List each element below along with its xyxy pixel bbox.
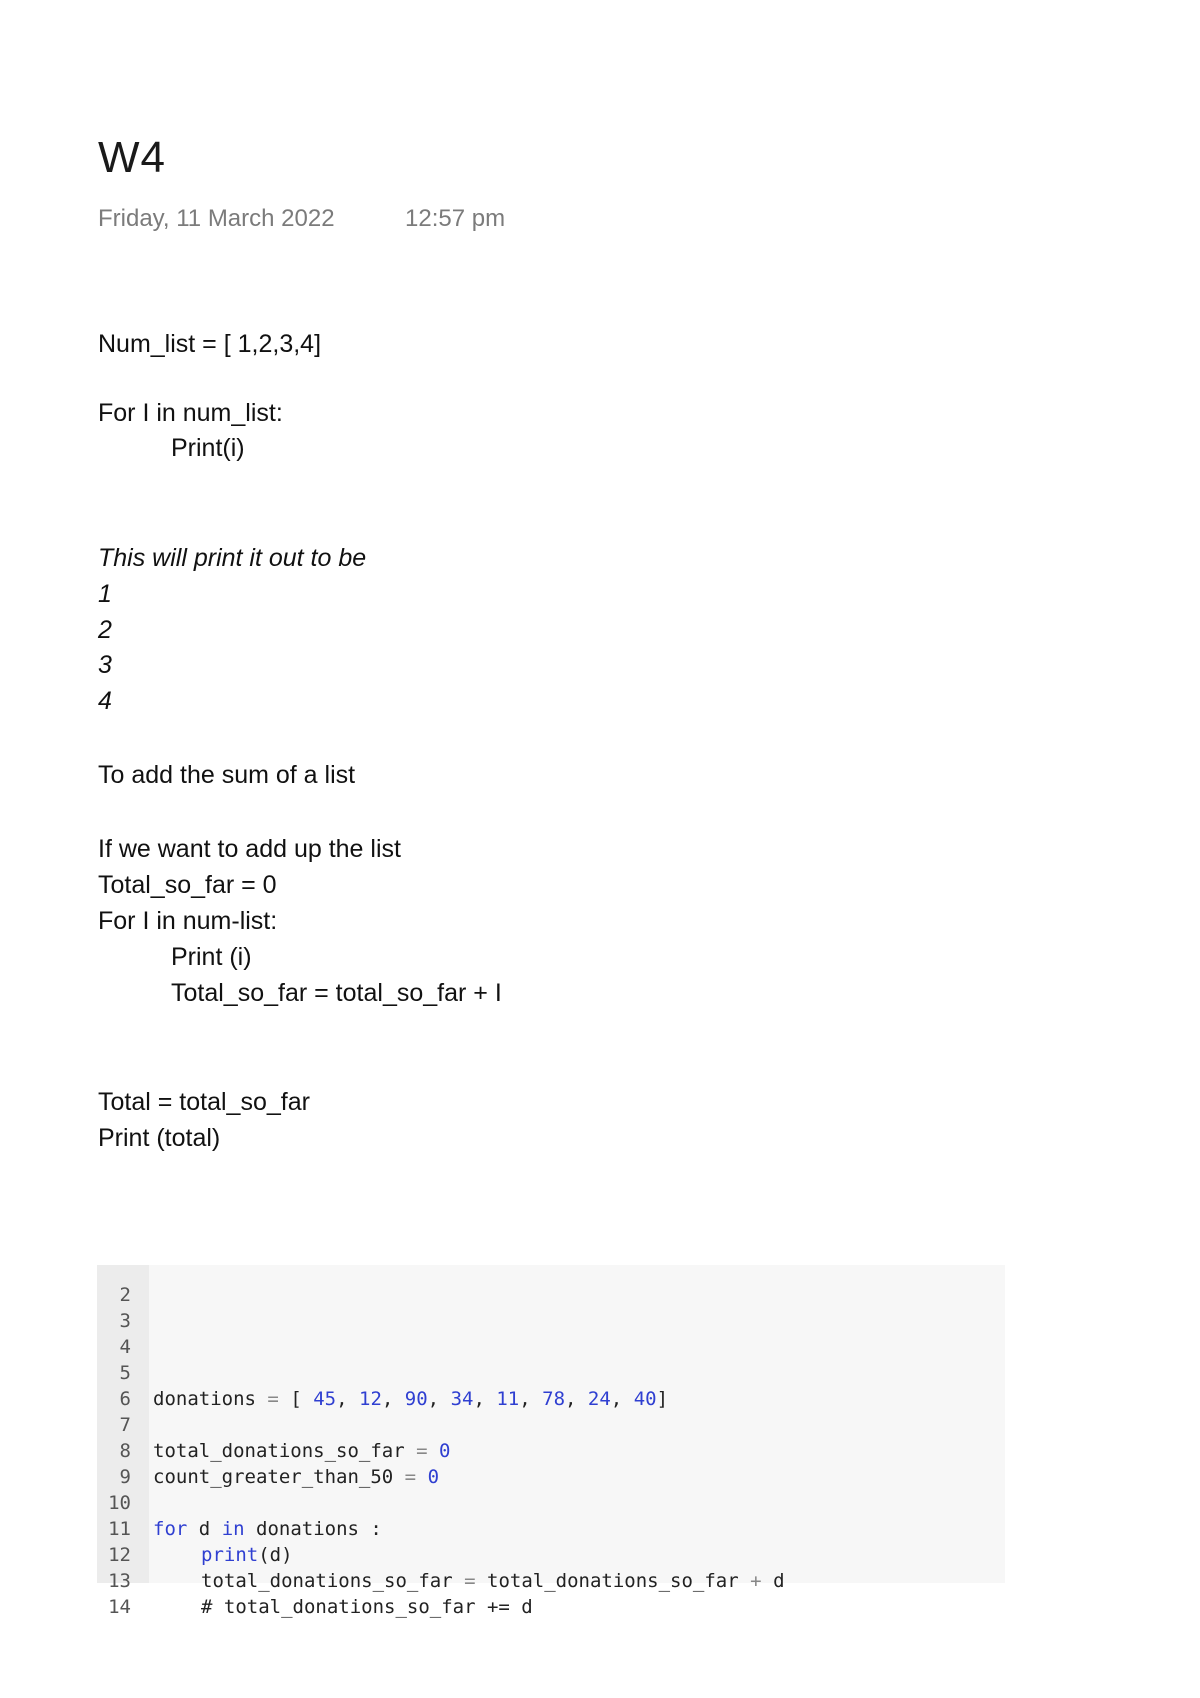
text-line: Print (i) [171,943,252,971]
code-identifier: count_greater_than_50 [153,1466,394,1488]
code-operator: = [267,1388,279,1410]
code-comment: # total_donations_so_far += d [201,1596,533,1618]
line-number: 5 [119,1362,131,1384]
code-line [97,1282,1005,1332]
text-line: For I in num_list: [98,399,283,427]
code-number: 11 [496,1388,520,1410]
code-identifier: d [773,1570,785,1592]
code-identifier: total_donations_so_far [153,1440,405,1462]
code-bracket: [ [290,1388,302,1410]
line-number: 4 [119,1336,131,1358]
text-line: Print(i) [171,434,245,462]
text-line: Total_so_far = 0 [98,871,277,899]
code-keyword: in [221,1518,245,1540]
line-number: 10 [108,1492,131,1514]
code-number: 40 [633,1388,657,1410]
line-number: 11 [108,1518,131,1540]
text-line: To add the sum of a list [98,761,356,789]
code-identifier: donations : [256,1518,382,1540]
code-line [97,1386,1005,1462]
text-line: If we want to add up the list [98,835,401,863]
code-number: 34 [450,1388,474,1410]
line-number: 12 [108,1544,131,1566]
text-line: For I in num-list: [98,907,278,935]
code-identifier: total_donations_so_far [487,1570,739,1592]
italic-line: 3 [98,651,112,679]
code-args: (d) [258,1544,293,1566]
code-number: 0 [427,1466,440,1488]
italic-line: 1 [98,580,112,608]
code-number: 78 [542,1388,566,1410]
page-title: W4 [98,133,166,182]
code-number: 0 [439,1440,451,1462]
page-time: 12:57 pm [405,205,506,232]
text-line: Num_list = [ 1,2,3,4] [98,330,322,358]
italic-line: 4 [98,687,112,715]
italic-line: 2 [98,616,112,644]
code-text: donations = [ 45, 12, 90, 34, 11, 78, 24, 40] [153,1388,669,1410]
code-keyword: for [153,1518,188,1540]
line-number: 3 [119,1310,131,1332]
code-number: 45 [313,1388,337,1410]
code-number: 90 [404,1388,428,1410]
line-number: 13 [108,1570,131,1592]
text-line: Print (total) [98,1124,221,1152]
code-line [97,1308,1005,1358]
code-operator: + [750,1570,762,1592]
page-date: Friday, 11 March 2022 [98,205,335,232]
code-bracket: ] [656,1388,669,1410]
text-line: Total_so_far = total_so_far + I [171,979,502,1007]
code-number: 12 [359,1388,382,1410]
line-number: 8 [119,1440,131,1462]
line-number: 7 [119,1414,131,1436]
code-line [97,1256,1005,1306]
line-number: 9 [119,1466,131,1488]
code-identifier: d [198,1518,211,1540]
text-line: Total = total_so_far [98,1088,310,1116]
code-screenshot [97,1265,1005,1618]
code-operator: = [404,1466,417,1488]
code-function: print [201,1544,259,1566]
line-number: 6 [119,1388,131,1410]
line-number: 2 [119,1284,131,1306]
code-line [97,1334,1005,1410]
code-identifier: total_donations_so_far [201,1570,453,1592]
code-identifier: donations [153,1388,256,1410]
code-number: 24 [587,1388,611,1410]
code-operator: = [416,1440,428,1462]
line-number: 14 [108,1596,131,1618]
italic-line: This will print it out to be [98,544,367,572]
code-operator: = [464,1570,476,1592]
